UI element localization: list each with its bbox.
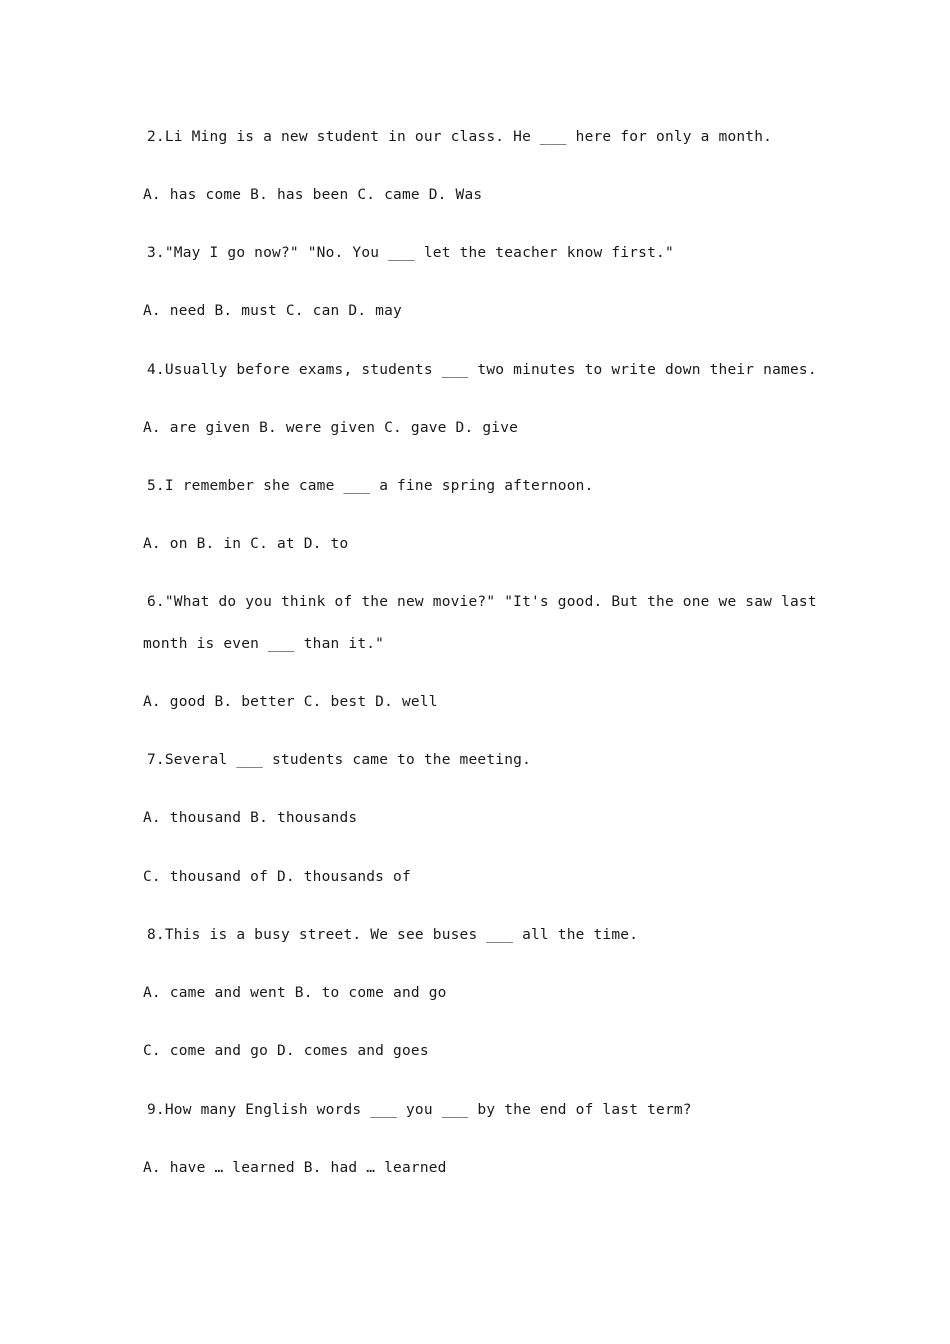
question-number: 7. <box>147 752 165 768</box>
question-7 <box>143 750 531 770</box>
options-8-row-2: C. come and go D. comes and goes <box>143 1043 429 1059</box>
question-number: 3. <box>147 245 165 261</box>
question-number: 2. <box>147 129 165 145</box>
options-2: A. has come B. has been C. came D. Was <box>143 187 483 203</box>
question-8 <box>143 925 638 945</box>
question-number: 9. <box>147 1102 165 1118</box>
question-text: Li Ming is a new student in our class. He ___ here for only a month. <box>164 129 773 145</box>
question-3 <box>143 243 674 263</box>
options-7-row-2: C. thousand of D. thousands of <box>143 869 411 885</box>
options-4: A. are given B. were given C. gave D. give <box>143 420 519 436</box>
options-3: A. need B. must C. can D. may <box>143 303 402 319</box>
options-5: A. on B. in C. at D. to <box>143 536 349 552</box>
question-2 <box>143 127 772 147</box>
question-number: 6. <box>147 594 165 610</box>
question-text: Usually before exams, students ___ two minutes to write down their names. <box>164 362 817 378</box>
question-4 <box>143 360 817 380</box>
question-5 <box>143 476 594 496</box>
question-text: How many English words ___ you ___ by the end of last term? <box>164 1102 692 1118</box>
question-6-continuation: month is even ___ than it." <box>143 636 385 652</box>
question-6 <box>143 592 817 612</box>
question-text: This is a busy street. We see buses ___ all the time. <box>164 927 639 943</box>
question-number: 8. <box>147 927 165 943</box>
options-7-row-1: A. thousand B. thousands <box>143 810 358 826</box>
question-number: 4. <box>147 362 165 378</box>
options-8-row-1: A. came and went B. to come and go <box>143 985 447 1001</box>
question-text: I remember she came ___ a fine spring afternoon. <box>164 478 594 494</box>
options-6: A. good B. better C. best D. well <box>143 694 438 710</box>
question-text: "May I go now?" "No. You ___ let the teacher know first." <box>164 245 674 261</box>
question-text: "What do you think of the new movie?" "It's good. But the one we saw last <box>164 594 817 610</box>
question-9 <box>143 1100 692 1120</box>
options-9: A. have … learned B. had … learned <box>143 1160 447 1176</box>
question-number: 5. <box>147 478 165 494</box>
question-text: Several ___ students came to the meeting. <box>164 752 531 768</box>
